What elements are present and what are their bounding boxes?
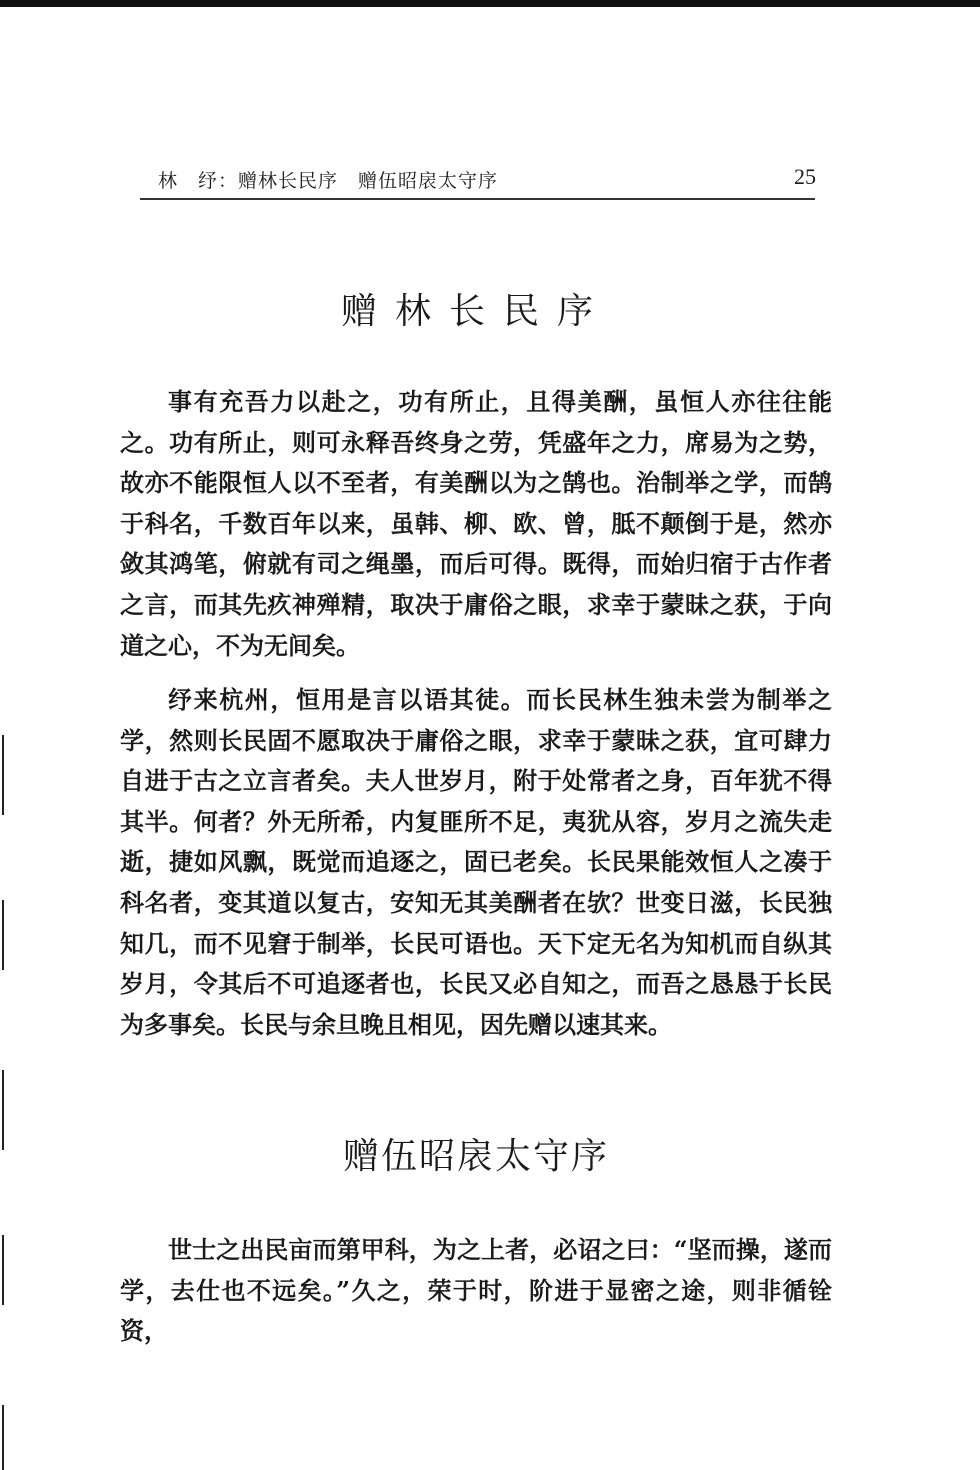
header-rule <box>140 198 815 200</box>
running-head <box>140 164 830 200</box>
article-title: 赠林长民序 <box>340 291 611 332</box>
scan-edge-mark <box>2 735 4 815</box>
paragraph: 纾来杭州，恒用是言以语其徒。而长民林生独未尝为制举之学，然则长民固不愿取决于庸俗之眼，求幸于蒙昧之获，宜可肆力自进于古之立言者矣。夫人世岁月，附于处常者之身，百年犹不得其半。何者？外无所希，内复匪所不足，夷犹从容，岁月之流失走逝，捷如风飘，既觉而追逐之，固已老矣。长民果能效恒人之凑于科名者，变其道以复古，安知无其美酬者在欤？世变日滋，长民独知几，而不见窘于制举，长民可语也。天下定无名为知机而自纵其岁月，令其后不可追逐者也，长民又必自知之，而吾之恳恳于长民为多事矣。长民与余旦晚且相见，因先赠以速其来。 <box>120 685 832 1039</box>
article-title: 赠伍昭扆太守序 <box>342 1136 609 1177</box>
paragraph: 事有充吾力以赴之，功有所止，且得美酬，虽恒人亦往往能之。功有所止，则可永释吾终身之劳，凭盛年之力，席易为之势，故亦不能限恒人以不至者，有美酬以为之鹄也。治制举之学，而鹄于科名，千数百年以来，虽韩、柳、欧、曾，胝不颠倒于是，然亦敛其鸿笔，俯就有司之绳墨，而后可得。既得，而始归宿于古作者之言，而其先疚神殚精，取决于庸俗之眼，求幸于蒙昧之获，于向道之心，不为无间矣。 <box>120 387 832 660</box>
running-head-text: 林 纾：赠林长民序 赠伍昭扆太守序 <box>158 170 499 192</box>
scan-edge-mark <box>2 1235 4 1305</box>
scan-edge-mark <box>2 1405 4 1470</box>
scan-edge-mark <box>2 1070 4 1150</box>
scan-edge-mark <box>2 900 4 970</box>
top-border-rule <box>0 0 980 7</box>
paragraph: 世士之出民亩而第甲科，为之上者，必诏之曰：“坚而操，遂而学，去仕也不远矣。”久之，荣于时，阶进于显密之途，则非循铨资， <box>120 1235 832 1346</box>
page-number: 25 <box>794 164 816 189</box>
